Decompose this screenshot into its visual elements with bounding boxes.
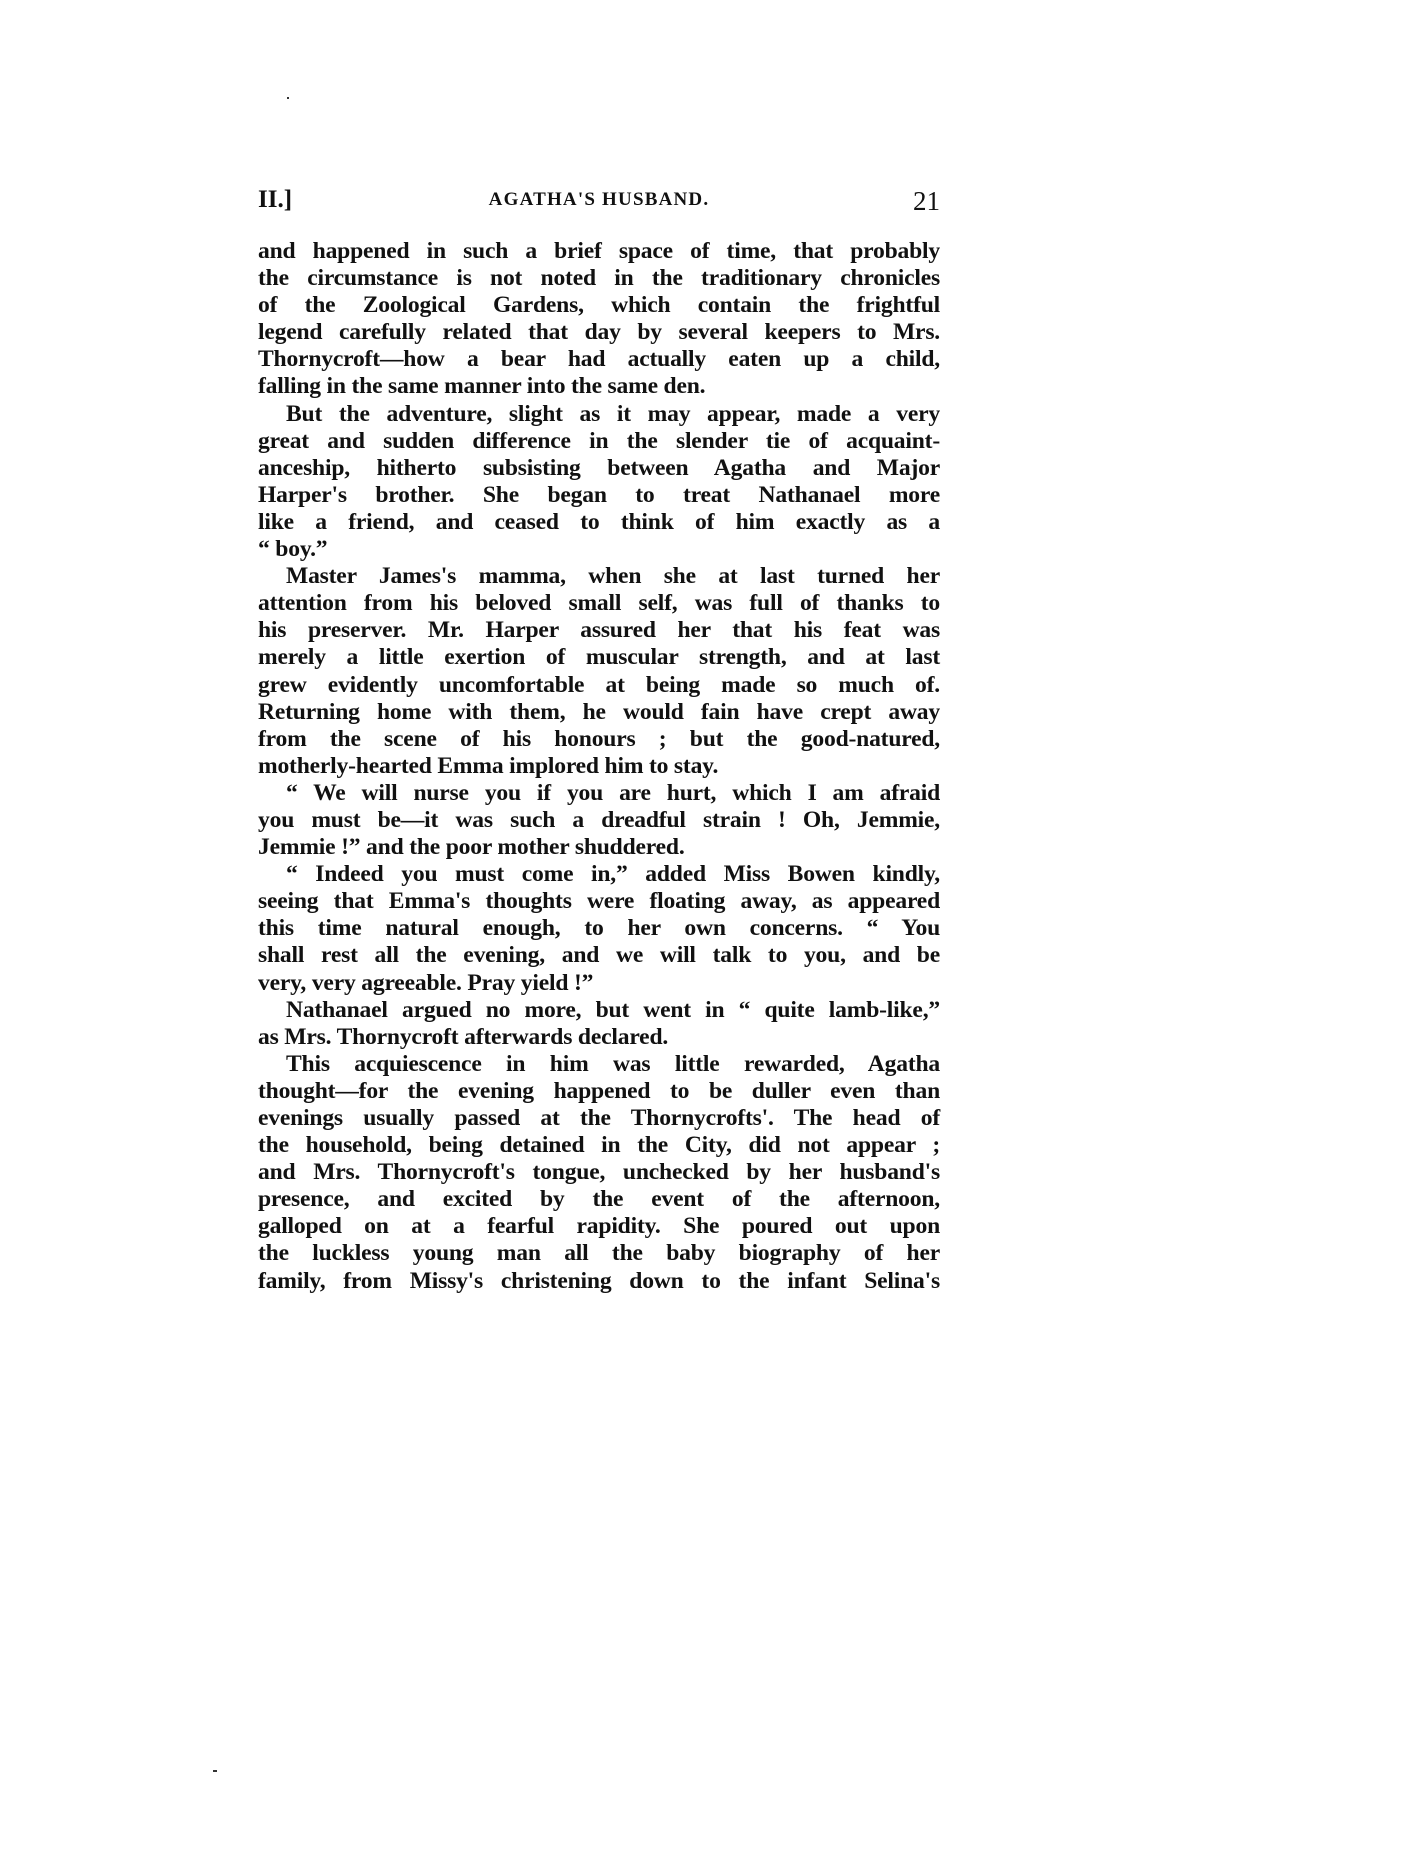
text-line — [258, 1078, 940, 1105]
text-line-content: legend carefully related that day by several keepers to Mrs. — [258, 319, 940, 346]
text-line-content: Nathanael argued no more, but went in “ quite lamb-like,” — [286, 996, 940, 1023]
text-line-content: the household, being detained in the City, did not appear ; — [258, 1132, 940, 1159]
text-line-content: motherly-hearted Emma implored him to stay. — [258, 752, 719, 779]
text-line — [258, 942, 940, 969]
text-line — [258, 1268, 940, 1295]
text-line — [258, 509, 940, 536]
text-line-content: Jemmie !” and the poor mother shuddered. — [258, 834, 685, 861]
text-line — [258, 482, 940, 509]
text-line-content: great and sudden difference in the slender tie of acquaint- — [258, 427, 940, 454]
text-line — [258, 455, 940, 482]
text-line-content: as Mrs. Thornycroft afterwards declared. — [258, 1023, 669, 1050]
text-line — [258, 834, 940, 861]
chapter-number: II.] — [258, 186, 293, 213]
text-line-content: “ boy.” — [258, 536, 328, 563]
text-line — [258, 1024, 940, 1051]
text-line — [258, 888, 940, 915]
text-line-content: seeing that Emma's thoughts were floating away, as appeared — [258, 888, 940, 915]
text-line-content: from the scene of his honours ; but the good-natured, — [258, 725, 940, 752]
text-line-content: “ Indeed you must come in,” added Miss Bowen kindly, — [286, 861, 940, 888]
text-line-content: shall rest all the evening, and we will talk to you, and be — [258, 942, 940, 969]
running-header — [256, 186, 942, 220]
text-line-content: galloped on at a fearful rapidity. She poured out upon — [258, 1213, 940, 1240]
text-line-content: very, very agreeable. Pray yield !” — [258, 969, 594, 996]
page-number: 21 — [913, 186, 940, 216]
text-line — [258, 1132, 940, 1159]
text-line — [258, 319, 940, 346]
text-line — [258, 672, 940, 699]
text-line-content: merely a little exertion of muscular strength, and at last — [258, 644, 940, 671]
text-line-content: you must be—it was such a dreadful strain ! Oh, Jemmie, — [258, 806, 940, 833]
text-line — [258, 292, 940, 319]
text-line — [258, 699, 940, 726]
scan-speck — [287, 97, 289, 99]
text-line-content: thought—for the evening happened to be duller even than — [258, 1077, 940, 1104]
text-line — [258, 726, 940, 753]
text-line — [258, 1240, 940, 1267]
text-line — [258, 915, 940, 942]
body-text — [258, 238, 940, 1295]
text-line — [258, 373, 940, 400]
text-line — [258, 428, 940, 455]
running-title: AGATHA'S HUSBAND. — [488, 189, 710, 210]
text-line-content: his preserver. Mr. Harper assured her that his feat was — [258, 617, 940, 644]
text-line-content: and Mrs. Thornycroft's tongue, unchecked by her husband's — [258, 1159, 940, 1186]
text-line-content: anceship, hitherto subsisting between Agatha and Major — [258, 454, 940, 481]
text-line — [258, 1186, 940, 1213]
text-line-content: attention from his beloved small self, was full of thanks to — [258, 590, 940, 617]
text-line-content: evenings usually passed at the Thornycrofts'. The head of — [258, 1105, 940, 1131]
text-line-content: the circumstance is not noted in the traditionary chronicles — [258, 265, 940, 292]
text-line — [258, 401, 940, 428]
text-line-content: Harper's brother. She began to treat Nathanael more — [258, 481, 940, 508]
text-line — [258, 536, 940, 563]
text-line — [258, 644, 940, 671]
text-line — [258, 753, 940, 780]
text-line — [258, 997, 940, 1024]
text-line — [258, 563, 940, 590]
text-line — [258, 807, 940, 834]
text-line — [258, 238, 940, 265]
text-line-content: Thornycroft—how a bear had actually eaten up a child, — [258, 346, 940, 373]
text-line-content: falling in the same manner into the same den. — [258, 373, 706, 400]
text-line-content: This acquiescence in him was little rewarded, Agatha — [286, 1050, 940, 1077]
text-line-content: Master James's mamma, when she at last turned her — [286, 563, 940, 590]
text-line-content: grew evidently uncomfortable at being made so much of. — [258, 671, 940, 698]
text-line — [258, 970, 940, 997]
text-line-content: this time natural enough, to her own concerns. “ You — [258, 915, 940, 942]
text-line-content: Returning home with them, he would fain have crept away — [258, 698, 940, 725]
text-line — [258, 346, 940, 373]
scan-speck — [213, 1770, 217, 1772]
text-line — [258, 617, 940, 644]
text-line — [258, 590, 940, 617]
text-line-content: of the Zoological Gardens, which contain the frightful — [258, 292, 940, 319]
text-line — [258, 861, 940, 888]
text-line-content: and happened in such a brief space of time, that probably — [258, 238, 940, 264]
text-line-content: But the adventure, slight as it may appear, made a very — [286, 400, 940, 427]
text-line — [258, 780, 940, 807]
text-line-content: the luckless young man all the baby biography of her — [258, 1240, 940, 1267]
text-line-content: “ We will nurse you if you are hurt, which I am afraid — [286, 779, 940, 806]
text-line-content: family, from Missy's christening down to the infant Selina's — [258, 1267, 940, 1294]
text-line-content: like a friend, and ceased to think of him exactly as a — [258, 508, 940, 535]
text-line — [258, 1159, 940, 1186]
text-line-content: presence, and excited by the event of the afternoon, — [258, 1186, 940, 1213]
text-line — [258, 1051, 940, 1078]
text-line — [258, 1213, 940, 1240]
text-line — [258, 265, 940, 292]
text-line — [258, 1105, 940, 1132]
